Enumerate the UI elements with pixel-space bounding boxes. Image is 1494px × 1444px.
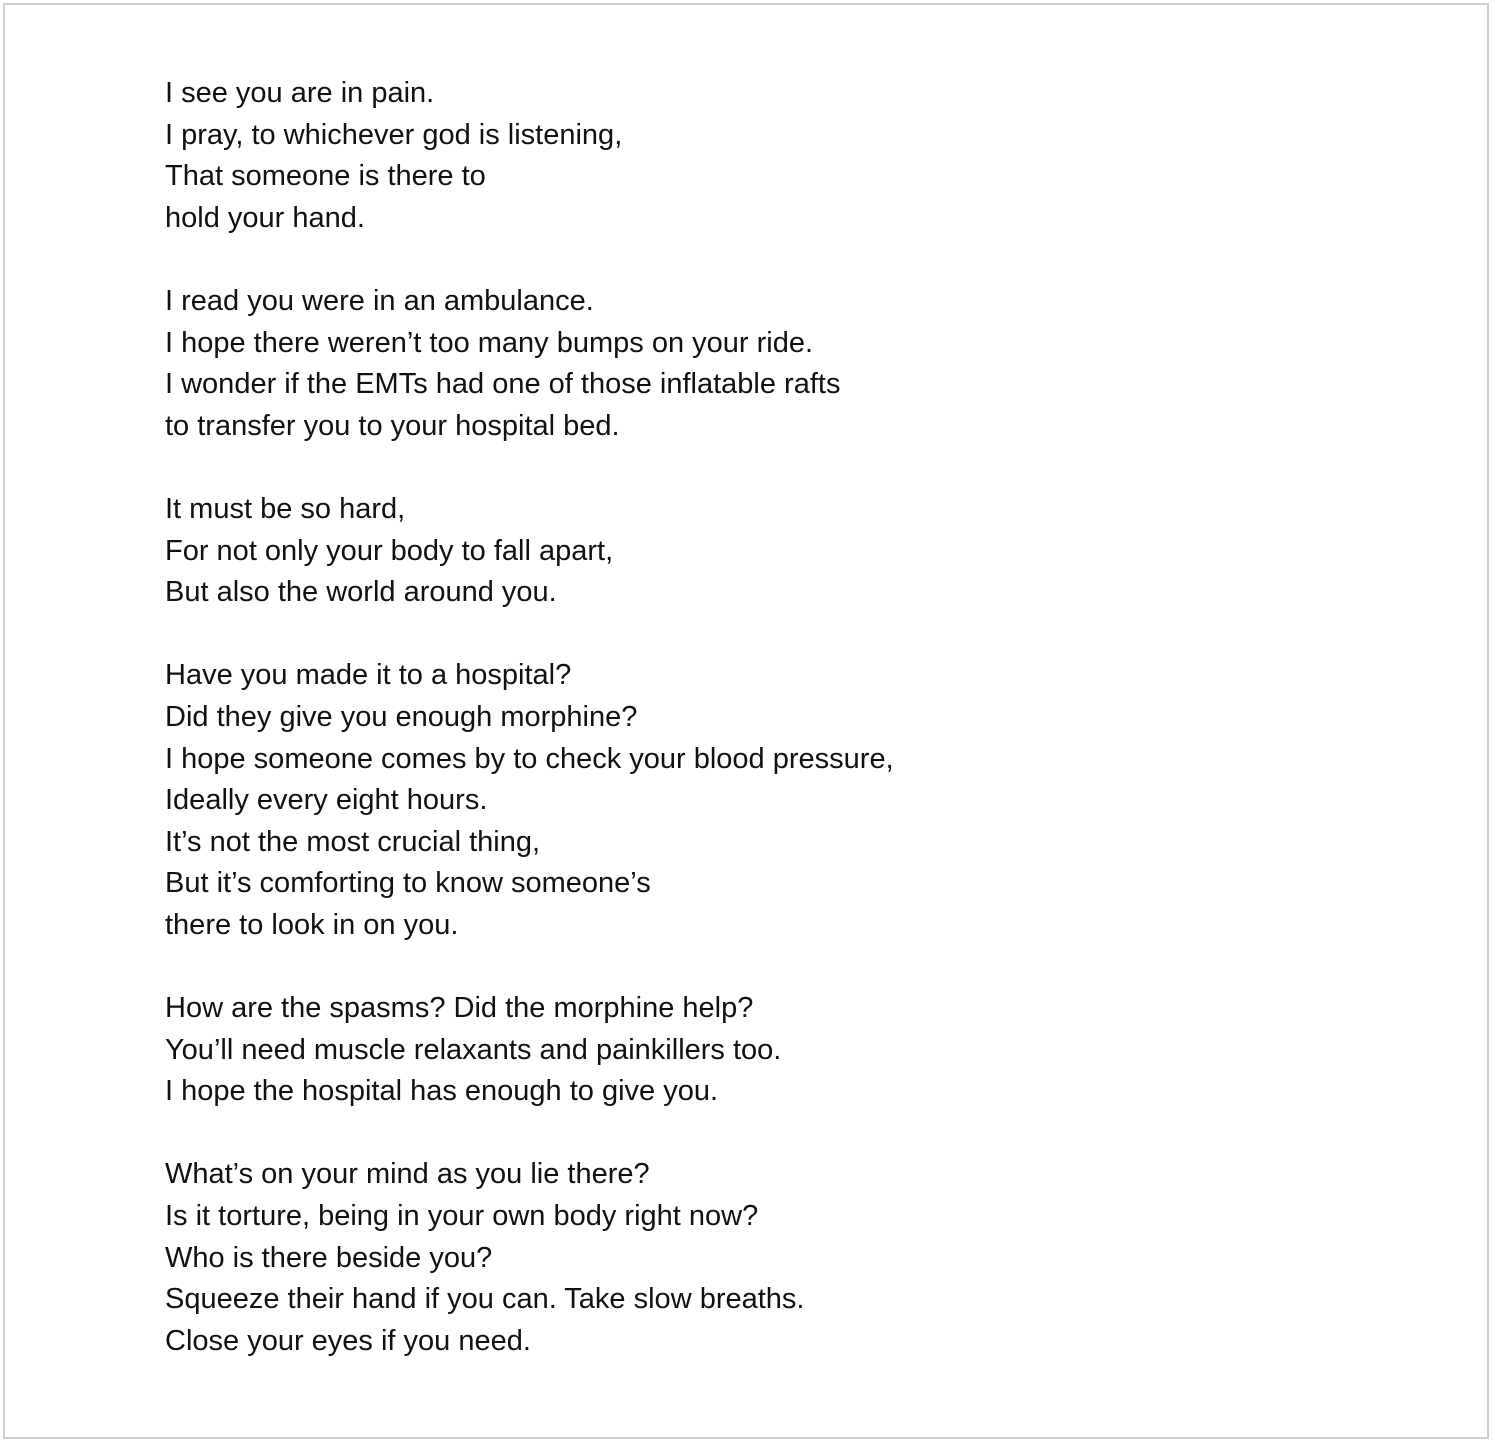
poem-line: I pray, to whichever god is listening, [165, 118, 623, 151]
poem-line: I hope there weren’t too many bumps on your ride. [165, 326, 814, 359]
poem-line: But also the world around you. [165, 576, 557, 609]
poem-body [165, 73, 894, 1362]
poem-line: For not only your body to fall apart, [165, 534, 614, 567]
poem-line: hold your hand. [165, 201, 365, 234]
stanza-3 [165, 489, 894, 614]
poem-line: Who is there beside you? [165, 1241, 493, 1274]
poem-line: Is it torture, being in your own body right now? [165, 1200, 759, 1233]
document-page [3, 3, 1489, 1439]
poem-line: You’ll need muscle relaxants and painkillers too. [165, 1033, 782, 1066]
stanza-1 [165, 73, 894, 239]
poem-line: Close your eyes if you need. [165, 1324, 531, 1357]
stanza-6 [165, 1154, 894, 1362]
poem-line: What’s on your mind as you lie there? [165, 1158, 650, 1191]
poem-line: Squeeze their hand if you can. Take slow breaths. [165, 1283, 805, 1316]
poem-line: I hope the hospital has enough to give you. [165, 1075, 719, 1108]
poem-line: I see you are in pain. [165, 77, 435, 109]
stanza-2 [165, 281, 894, 447]
poem-line: It’s not the most crucial thing, [165, 825, 541, 858]
poem-line: there to look in on you. [165, 908, 459, 941]
poem-line: I read you were in an ambulance. [165, 284, 594, 317]
poem-line: But it’s comforting to know someone’s [165, 867, 651, 900]
poem-line: I hope someone comes by to check your blood pressure, [165, 742, 894, 775]
poem-line: Ideally every eight hours. [165, 784, 488, 817]
poem-line: It must be so hard, [165, 492, 406, 525]
poem-line: Have you made it to a hospital? [165, 659, 572, 692]
stanza-5 [165, 988, 894, 1113]
poem-line: How are the spasms? Did the morphine help? [165, 992, 754, 1025]
poem-line: Did they give you enough morphine? [165, 700, 638, 733]
poem-line: I wonder if the EMTs had one of those inflatable rafts [165, 368, 841, 401]
poem-line: That someone is there to [165, 160, 486, 193]
stanza-4 [165, 655, 894, 946]
poem-line: to transfer you to your hospital bed. [165, 409, 620, 442]
